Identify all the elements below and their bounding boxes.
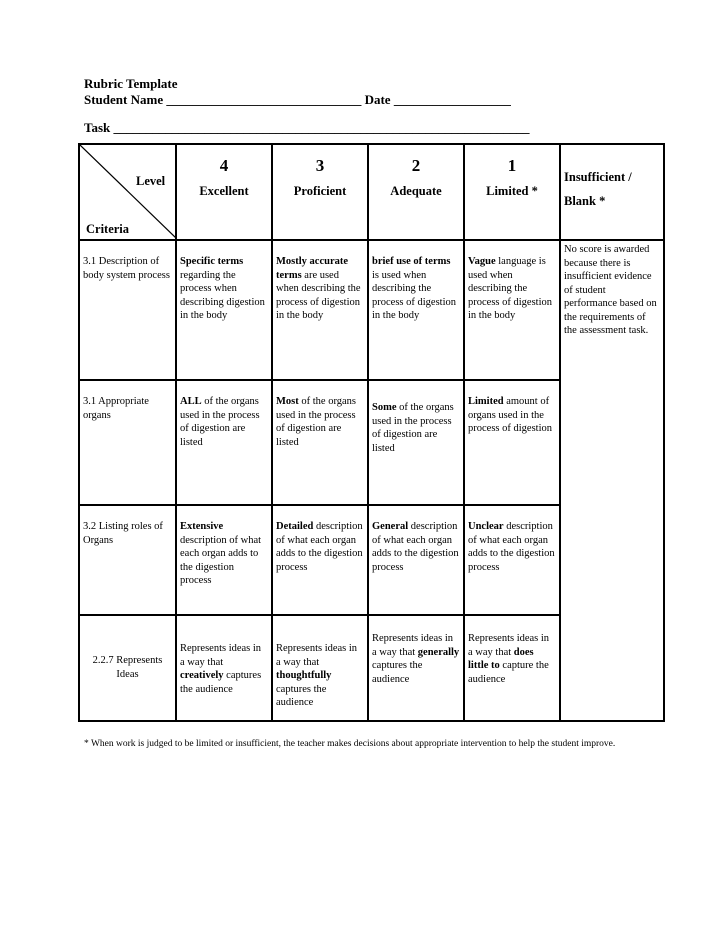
descriptor-cell: Represents ideas in a way that does little to capture the audience: [464, 615, 560, 721]
descriptor-cell: ALL of the organs used in the process of digestion are listed: [176, 380, 272, 505]
descriptor-cell: Most of the organs used in the process of digestion are listed: [272, 380, 368, 505]
table-header-row: [79, 144, 664, 240]
level-header-1: [464, 144, 560, 240]
descriptor-cell: Represents ideas in a way that creatively captures the audience: [176, 615, 272, 721]
descriptor-cell: Specific terms regarding the process when describing digestion in the body: [176, 240, 272, 380]
descriptor-cell: brief use of terms is used when describing the process of digestion in the body: [368, 240, 464, 380]
rubric-table: [78, 143, 665, 722]
level-number: 3: [315, 156, 325, 175]
descriptor-cell: Detailed description of what each organ adds to the digestion process: [272, 505, 368, 615]
level-header-2: [368, 144, 464, 240]
insufficient-label: Insufficient / Blank *: [564, 170, 632, 208]
task-line: Task ________________________________________________________________: [84, 120, 530, 135]
criteria-label: Criteria: [86, 222, 130, 236]
insufficient-header: [560, 144, 664, 240]
insufficient-note-cell: No score is awarded because there is insufficient evidence of student performance based on the requirements of the assessment task.: [560, 240, 664, 721]
level-name: Excellent: [199, 183, 249, 198]
criterion-cell: 2.2.7 Represents Ideas: [79, 615, 176, 721]
descriptor-cell: Some of the organs used in the process of digestion are listed: [368, 380, 464, 505]
descriptor-cell: Represents ideas in a way that thoughtfully captures the audience: [272, 615, 368, 721]
descriptor-cell: General description of what each organ adds to the digestion process: [368, 505, 464, 615]
level-name: Adequate: [390, 183, 442, 198]
doc-title: Rubric Template: [84, 76, 178, 91]
level-header-3: [272, 144, 368, 240]
criterion-cell: 3.1 Appropriate organs: [79, 380, 176, 505]
level-label: Level: [136, 174, 166, 188]
descriptor-cell: Represents ideas in a way that generally captures the audience: [368, 615, 464, 721]
descriptor-cell: Unclear description of what each organ adds to the digestion process: [464, 505, 560, 615]
corner-cell: [79, 144, 176, 240]
student-name-date-line: Student Name ______________________________ Date __________________: [84, 92, 511, 107]
level-name: Proficient: [293, 183, 347, 198]
level-name: Limited *: [486, 183, 538, 198]
document-header: [84, 76, 604, 136]
descriptor-cell: Extensive description of what each organ adds to the digestion process: [176, 505, 272, 615]
level-header-4: [176, 144, 272, 240]
footnote: * When work is judged to be limited or insufficient, the teacher makes decisions about appropriate intervention to help the student improve.: [84, 739, 616, 749]
criterion-cell: 3.2 Listing roles of Organs: [79, 505, 176, 615]
criterion-cell: 3.1 Description of body system process: [79, 240, 176, 380]
descriptor-cell: Mostly accurate terms are used when describing the process of digestion in the body: [272, 240, 368, 380]
level-number: 4: [219, 156, 229, 175]
level-number: 2: [411, 156, 421, 175]
level-number: 1: [507, 156, 517, 175]
descriptor-cell: Limited amount of organs used in the process of digestion: [464, 380, 560, 505]
table-row: [79, 240, 664, 380]
descriptor-cell: Vague language is used when describing the process of digestion in the body: [464, 240, 560, 380]
